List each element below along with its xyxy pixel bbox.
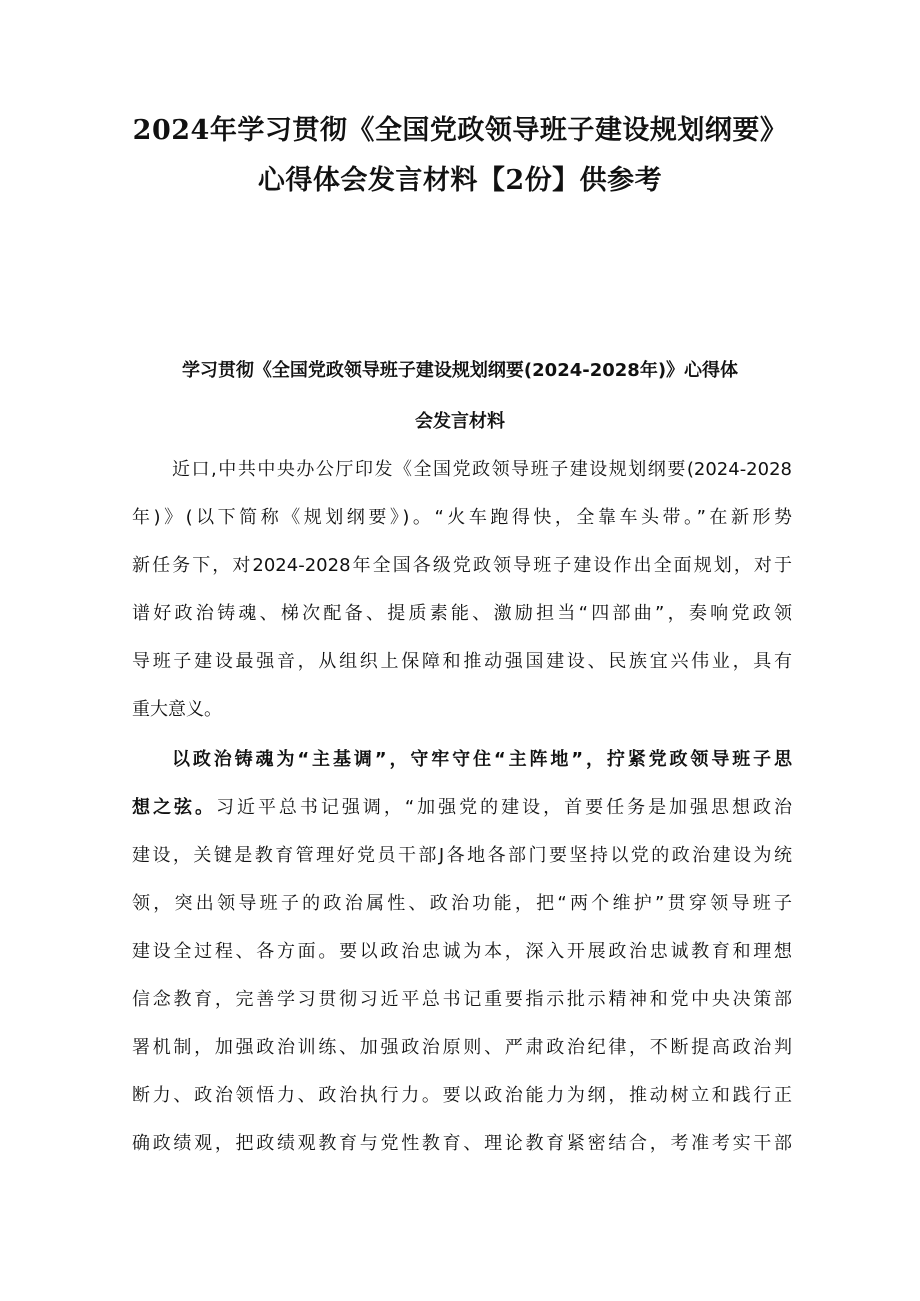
paragraph-2 [132, 736, 792, 1168]
section-heading-line-1: 学习贯彻《全国党政领导班子建设规划纲要(2024-2028年)》心得体 [181, 360, 739, 381]
paragraph-line: 建设，关键是教育管理好党员干部J各地各部门要坚持以党的政治建设为统 [132, 845, 792, 866]
document-title-line-2: 心得体会发言材料【2份】供参考 [257, 165, 663, 196]
paragraph-line: 确政绩观，把政绩观教育与党性教育、理论教育紧密结合，考准考实干部 [132, 1133, 792, 1154]
paragraph-line: 断力、政治领悟力、政治执行力。要以政治能力为纲，推动树立和践行正 [132, 1085, 792, 1106]
paragraph-line: 年)》(以下简称《规划纲要》)。“火车跑得快，全靠车头带。”在新形势 [132, 507, 792, 528]
paragraph-line: 建设全过程、各方面。要以政治忠诚为本，深入开展政治忠诚教育和理想 [132, 941, 792, 962]
paragraph-line: 重大意义。 [132, 699, 222, 720]
paragraph-lead-bold-end: 想之弦。 [132, 797, 216, 818]
paragraph-line: 领，突出领导班子的政治属性、政治功能，把“两个维护”贯穿领导班子 [132, 893, 792, 914]
paragraph-text: 习近平总书记强调，“加强党的建设，首要任务是加强思想政治 [215, 797, 793, 818]
paragraph-line-mixed [132, 784, 792, 832]
paragraph-line: 近口,中共中央办公厅印发《全国党政领导班子建设规划纲要(2024-2028 [172, 459, 792, 480]
paragraph-1 [132, 446, 792, 734]
document-title-line-1: 2024年学习贯彻《全国党政领导班子建设规划纲要》 [132, 115, 788, 146]
paragraph-lead-bold: 以政治铸魂为“主基调”，守牢守住“主阵地”，拧紧党政领导班子思 [172, 749, 792, 770]
paragraph-line: 谱好政治铸魂、梯次配备、提质素能、激励担当“四部曲”，奏响党政领 [132, 603, 792, 624]
paragraph-line: 信念教育，完善学习贯彻习近平总书记重要指示批示精神和党中央决策部 [132, 989, 792, 1010]
section-heading-line-2: 会发言材料 [415, 411, 505, 432]
paragraph-line: 新任务下，对2024-2028年全国各级党政领导班子建设作出全面规划，对于 [132, 555, 792, 576]
paragraph-line: 署机制，加强政治训练、加强政治原则、严肃政治纪律，不断提高政治判 [132, 1037, 792, 1058]
paragraph-line: 导班子建设最强音，从组织上保障和推动强国建设、民族宜兴伟业，具有 [132, 651, 792, 672]
